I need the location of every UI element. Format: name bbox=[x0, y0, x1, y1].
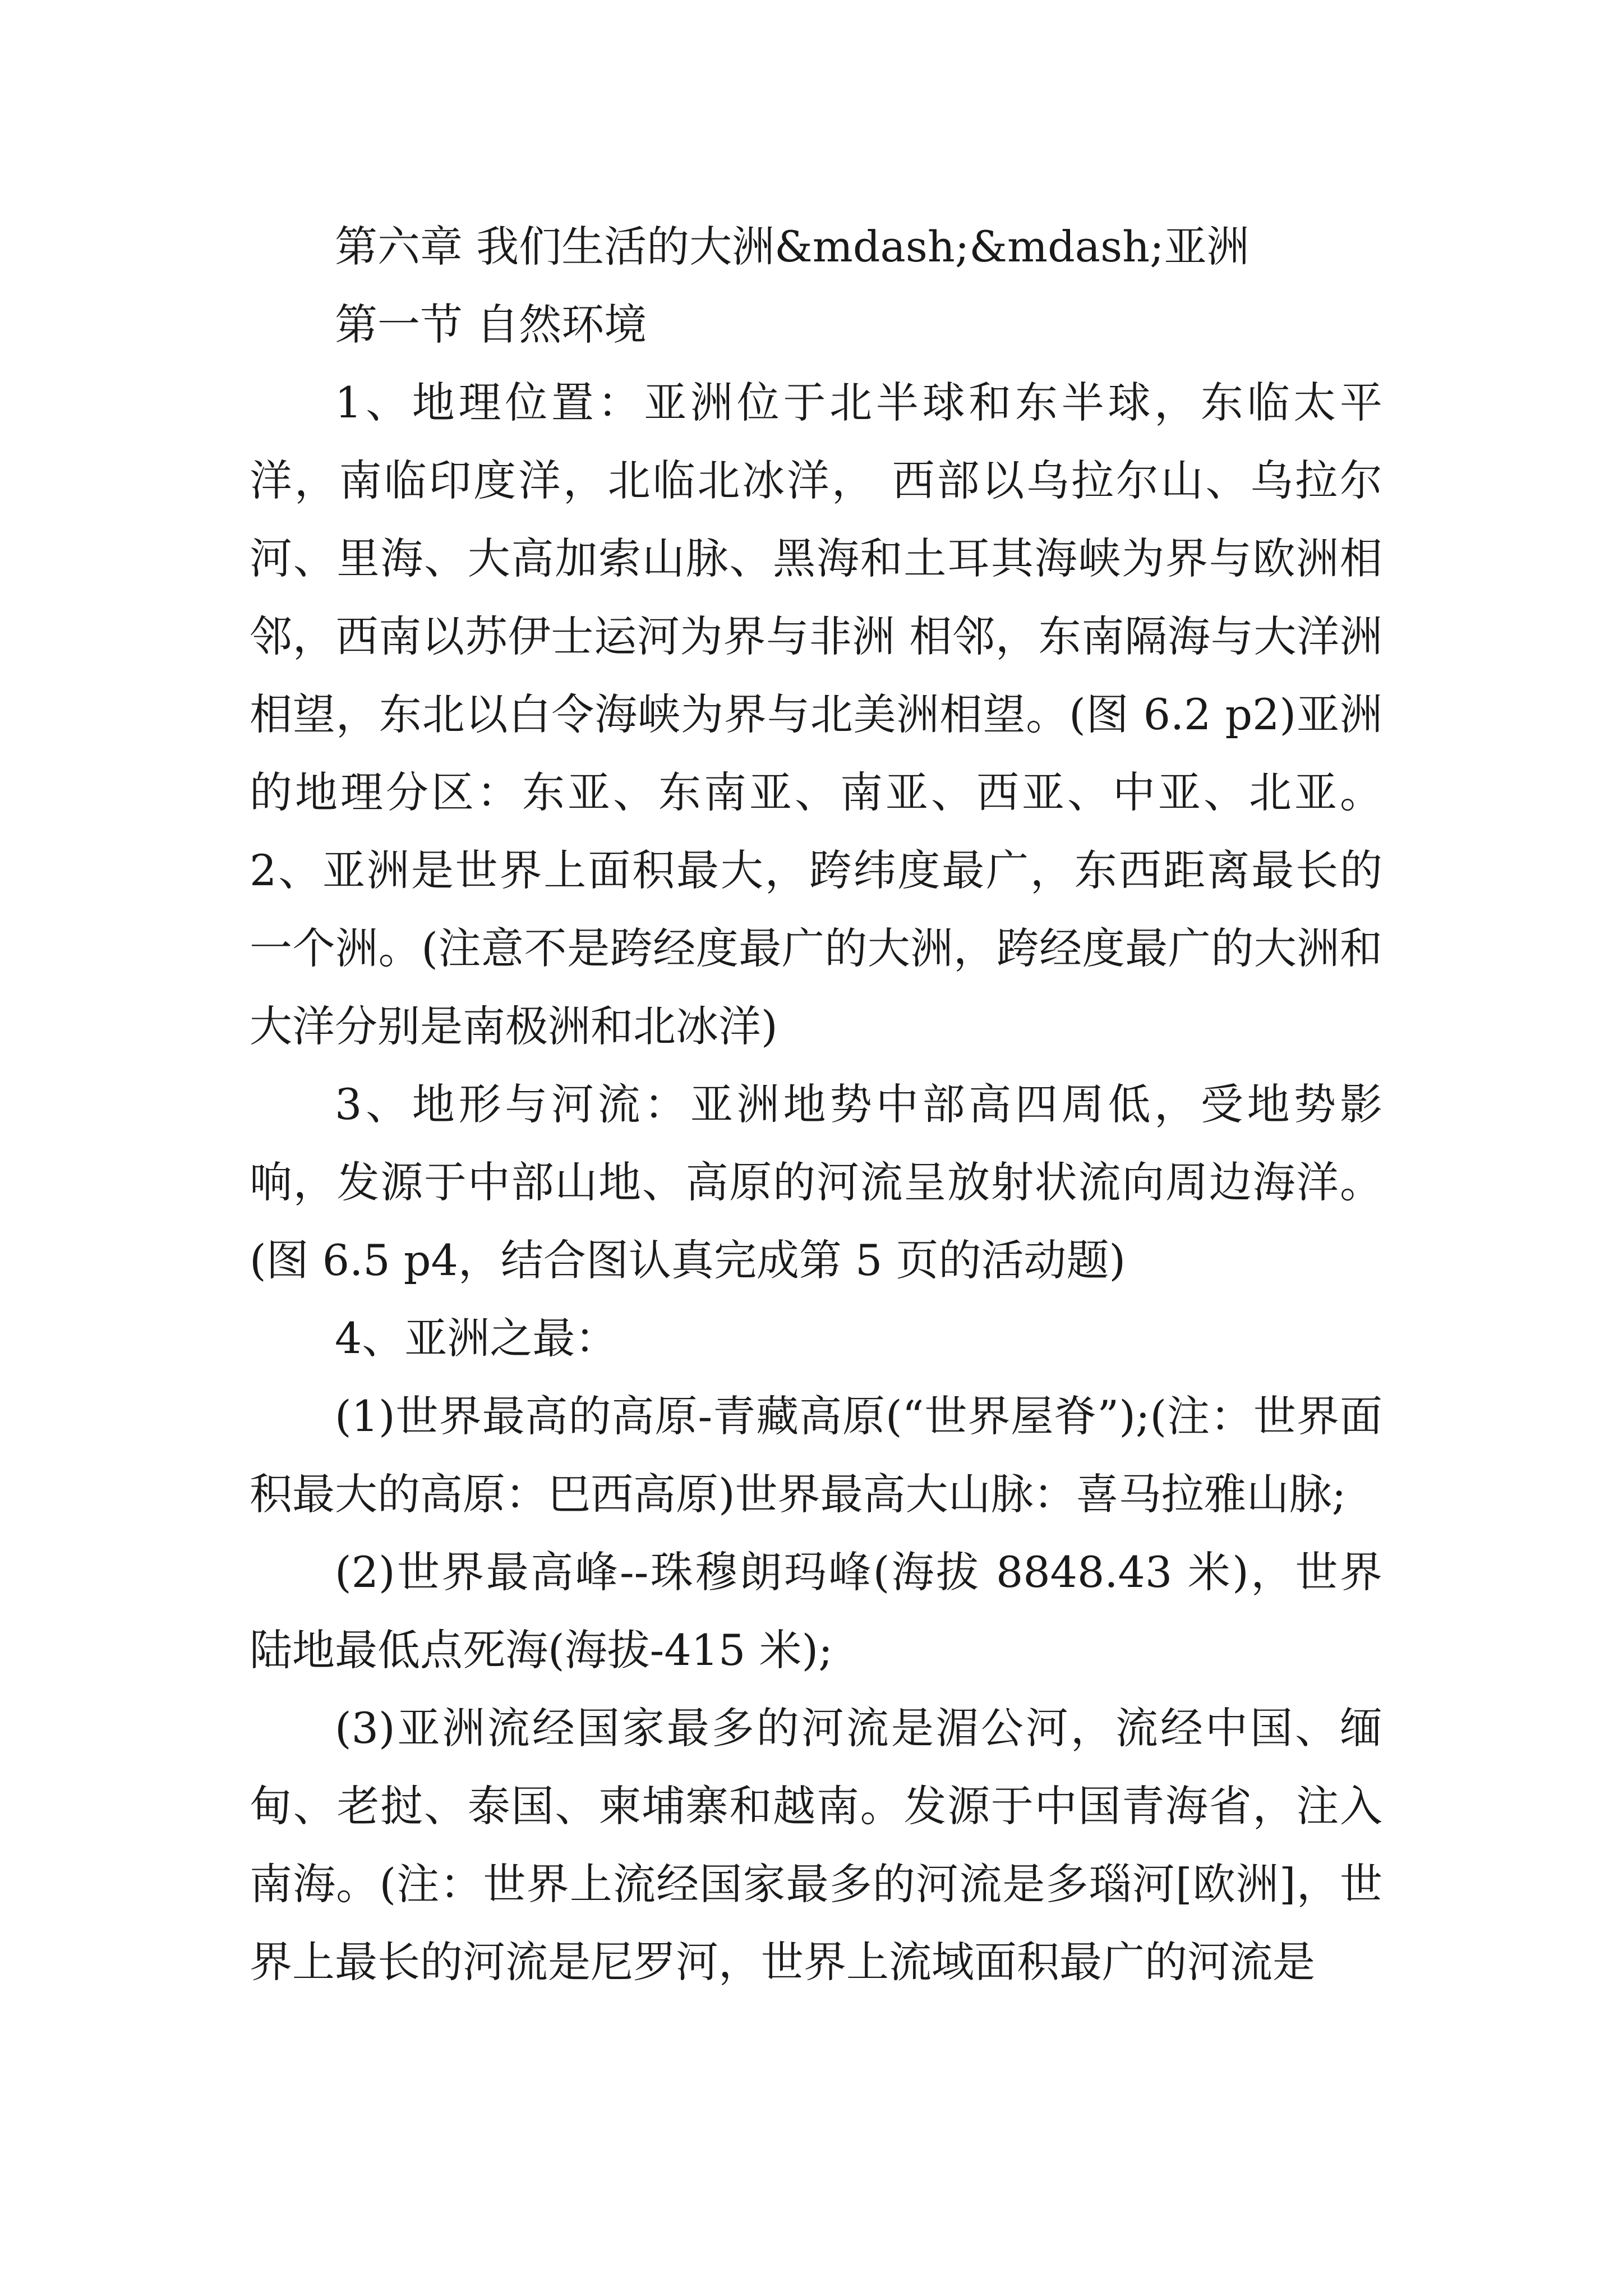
paragraph-asia-records-heading: 4、亚洲之最： bbox=[335, 1313, 618, 1363]
chapter-title: 第六章 我们生活的大洲&mdash;&mdash;亚洲 bbox=[335, 222, 1249, 272]
paragraph-record-river: (3)亚洲流经国家最多的河流是湄公河，流经中国、缅甸、老挝、泰国、柬埔寨和越南。发源于中国青海省，注入南海。(注：世界上流经国家最多的河流是多瑙河[欧洲]，世界上最长的河流是尼罗河，世界上流域面积最广的河流是 bbox=[250, 1703, 1382, 1987]
document-body bbox=[250, 208, 1382, 2001]
paragraph-geography-location: 1、地理位置：亚洲位于北半球和东半球，东临太平洋，南临印度洋，北临北冰洋， 西部以乌拉尔山、乌拉尔河、里海、大高加索山脉、黑海和土耳其海峡为界与欧洲相邻，西南以苏伊士运河为界与非洲 相邻，东南隔海与大洋洲相望，东北以白令海峡为界与北美洲相望。(图 6.2 p2)亚洲的地理分区：东亚、东南亚、南亚、西亚、中亚、北亚。2、亚洲是世界上面积最大，跨纬度最广，东西距离最长的一个洲。(注意不是跨经度最广的大洲，跨经度最广的大洲和大洋分别是南极洲和北冰洋) bbox=[250, 378, 1382, 1051]
paragraph-record-plateau: (1)世界最高的高原-青藏高原(“世界屋脊”);(注：世界面积最大的高原：巴西高原)世界最高大山脉：喜马拉雅山脉; bbox=[250, 1391, 1382, 1519]
section-title: 第一节 自然环境 bbox=[335, 300, 647, 349]
paragraph-terrain-rivers: 3、地形与河流：亚洲地势中部高四周低，受地势影响，发源于中部山地、高原的河流呈放射状流向周边海洋。(图 6.5 p4，结合图认真完成第 5 页的活动题) bbox=[250, 1079, 1382, 1285]
paragraph-record-peak: (2)世界最高峰--珠穆朗玛峰(海拔 8848.43 米)，世界陆地最低点死海(海拔-415 米); bbox=[250, 1547, 1382, 1675]
